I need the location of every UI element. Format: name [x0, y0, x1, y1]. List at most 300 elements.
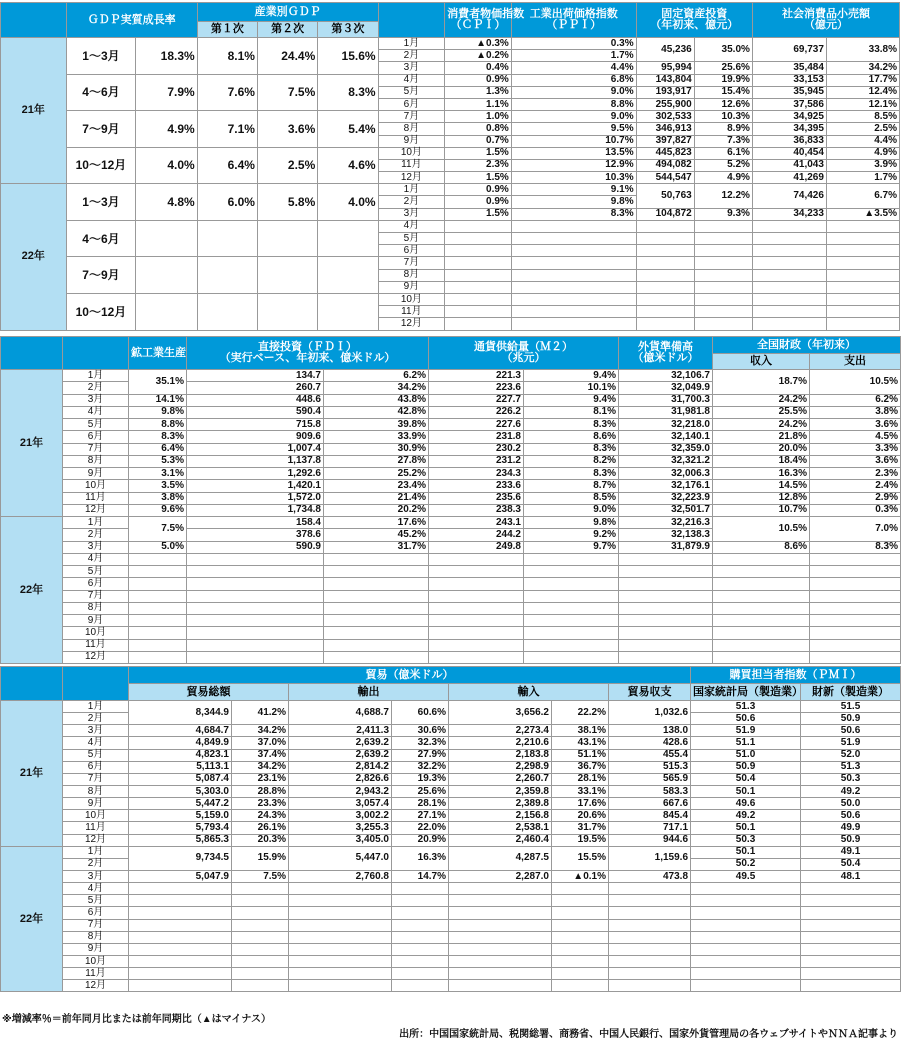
fx-value: 32,223.9: [619, 492, 713, 504]
month-label: 1月: [378, 184, 445, 196]
pmi-nbs-value: 49.2: [691, 810, 801, 822]
gdp-value: 3.6%: [257, 111, 317, 148]
m2-change: 8.3%: [524, 419, 619, 431]
m2-value: 221.3: [429, 370, 524, 382]
ppi-value: 9.0%: [511, 111, 636, 123]
data-cell: 193,917: [636, 86, 694, 98]
month-label: 7月: [63, 590, 129, 602]
data-cell: 19.9%: [694, 74, 752, 86]
gdp-value: 8.3%: [318, 74, 378, 111]
expenditure-value: 4.5%: [810, 431, 901, 443]
empty-cell: [392, 955, 449, 967]
empty-cell: [129, 566, 187, 578]
empty-cell: [289, 895, 392, 907]
trade-value: 22.2%: [552, 701, 609, 725]
empty-cell: [524, 590, 619, 602]
table-row: [1, 725, 901, 737]
trade-balance-header: 貿易収支: [609, 684, 691, 701]
m2-value: 243.1: [429, 517, 524, 529]
table-row: [1, 639, 901, 651]
empty-cell: [324, 627, 429, 639]
expenditure-header: 支出: [810, 354, 901, 370]
ppi-header: 工業出荷価格指数 （ＰＰＩ）: [511, 3, 636, 38]
retail-value: 69,737: [752, 38, 826, 62]
gdp-value: 7.9%: [136, 74, 197, 111]
month-label: 7月: [378, 111, 445, 123]
empty-cell: [429, 578, 524, 590]
month-label: 12月: [63, 834, 129, 846]
exports-header: 輸出: [289, 684, 449, 701]
empty-cell: [511, 293, 636, 305]
empty-cell: [324, 602, 429, 614]
empty-cell: [129, 955, 232, 967]
empty-cell: [636, 306, 694, 318]
empty-cell: [129, 578, 187, 590]
data-cell: 12.1%: [826, 98, 899, 110]
fx-value: 32,106.7: [619, 370, 713, 382]
fdi-value: 134.7: [187, 370, 324, 382]
ppi-value: 9.5%: [511, 123, 636, 135]
empty-cell: [636, 257, 694, 269]
pmi-caixin-value: 50.6: [801, 810, 901, 822]
table-row: [1, 907, 901, 919]
table-row: [1, 406, 901, 418]
data-cell: 143,804: [636, 74, 694, 86]
fdi-change: 25.2%: [324, 468, 429, 480]
trade-value: 3,405.0: [289, 834, 392, 846]
empty-cell: [691, 931, 801, 943]
month-label: 11月: [378, 306, 445, 318]
data-cell: 1.7%: [826, 172, 899, 184]
trade-value: 19.5%: [552, 834, 609, 846]
gdp-value: 4.8%: [136, 184, 197, 221]
gdp-value: 18.3%: [136, 38, 197, 75]
fx-value: 32,138.3: [619, 529, 713, 541]
cpi-value: 1.5%: [445, 208, 512, 220]
gdp-value: 4.0%: [136, 147, 197, 184]
expenditure-value: 2.3%: [810, 468, 901, 480]
pmi-caixin-value: 49.1: [801, 846, 901, 858]
empty-cell: [694, 269, 752, 281]
empty-cell: [129, 883, 232, 895]
trade-value: 23.1%: [232, 773, 289, 785]
empty-cell: [752, 306, 826, 318]
table-row: [1, 370, 901, 382]
trade-value: 2,826.6: [289, 773, 392, 785]
empty-cell: [826, 220, 899, 232]
month-label: 12月: [378, 318, 445, 330]
m2-change: 8.1%: [524, 406, 619, 418]
empty-cell: [429, 553, 524, 565]
fx-value: 31,700.3: [619, 394, 713, 406]
data-cell: 255,900: [636, 98, 694, 110]
gdp-value: 4.6%: [318, 147, 378, 184]
gdp-value: [257, 293, 317, 330]
data-cell: ▲3.5%: [826, 208, 899, 220]
month-label: 12月: [63, 651, 129, 663]
pmi-caixin-value: 50.3: [801, 773, 901, 785]
revenue-value: 24.2%: [713, 394, 810, 406]
gdp-value: 4.9%: [136, 111, 197, 148]
year-label: 21年: [1, 701, 63, 847]
empty-cell: [826, 233, 899, 245]
table-row: [1, 980, 901, 992]
month-label: 3月: [378, 62, 445, 74]
trade-value: 455.4: [609, 749, 691, 761]
ind-value: 35.1%: [129, 370, 187, 395]
empty-cell: [524, 639, 619, 651]
pmi-caixin-value: 50.9: [801, 713, 901, 725]
month-label: 2月: [378, 196, 445, 208]
economic-indicators-table-1: [0, 2, 900, 331]
empty-cell: [289, 907, 392, 919]
month-label: 12月: [63, 980, 129, 992]
month-label: 5月: [378, 233, 445, 245]
empty-cell: [289, 980, 392, 992]
empty-cell: [713, 615, 810, 627]
empty-cell: [445, 245, 512, 257]
ind-value: 9.6%: [129, 504, 187, 516]
m2-change: 9.8%: [524, 517, 619, 529]
data-cell: 3.9%: [826, 159, 899, 171]
table-row: [1, 504, 901, 516]
month-label: 9月: [63, 615, 129, 627]
retail-change: 6.7%: [826, 184, 899, 208]
data-cell: 4.9%: [694, 172, 752, 184]
table-row: [1, 615, 901, 627]
trade-value: 473.8: [609, 870, 691, 882]
revenue-value: 14.5%: [713, 480, 810, 492]
empty-cell: [449, 883, 552, 895]
empty-cell: [619, 578, 713, 590]
expenditure-value: 2.9%: [810, 492, 901, 504]
cpi-value: 1.1%: [445, 98, 512, 110]
empty-cell: [511, 257, 636, 269]
ind-value: 3.5%: [129, 480, 187, 492]
empty-cell: [187, 602, 324, 614]
month-label: 4月: [63, 883, 129, 895]
empty-cell: [609, 955, 691, 967]
fdi-change: 27.8%: [324, 455, 429, 467]
m2-change: 8.7%: [524, 480, 619, 492]
trade-value: 38.1%: [552, 725, 609, 737]
trade-value: 428.6: [609, 737, 691, 749]
fx-value: 32,049.9: [619, 382, 713, 394]
pmi-caixin-value: 50.0: [801, 798, 901, 810]
empty-cell: [445, 257, 512, 269]
empty-cell: [801, 931, 901, 943]
pmi-nbs-value: 51.1: [691, 737, 801, 749]
data-cell: 544,547: [636, 172, 694, 184]
gdp-value: 4.0%: [318, 184, 378, 221]
cpi-value: 0.9%: [445, 196, 512, 208]
pmi-caixin-value: 48.1: [801, 870, 901, 882]
trade-value: 37.4%: [232, 749, 289, 761]
trade-value: 2,538.1: [449, 822, 552, 834]
empty-cell: [810, 578, 901, 590]
empty-cell: [826, 281, 899, 293]
trade-value: 2,210.6: [449, 737, 552, 749]
month-label: 2月: [63, 382, 129, 394]
empty-cell: [429, 639, 524, 651]
empty-cell: [713, 602, 810, 614]
month-label: 11月: [63, 822, 129, 834]
trade-value: 25.6%: [392, 785, 449, 797]
trade-value: 944.6: [609, 834, 691, 846]
trade-value: 1,032.6: [609, 701, 691, 725]
month-label: 5月: [378, 86, 445, 98]
trade-value: 43.1%: [552, 737, 609, 749]
empty-cell: [619, 627, 713, 639]
fdi-value: 1,420.1: [187, 480, 324, 492]
fdi-value: 158.4: [187, 517, 324, 529]
ppi-value: 12.9%: [511, 159, 636, 171]
empty-cell: [129, 968, 232, 980]
trade-value: 51.1%: [552, 749, 609, 761]
trade-value: 2,411.3: [289, 725, 392, 737]
table-row: [1, 111, 900, 123]
trade-value: 32.3%: [392, 737, 449, 749]
table-row: [1, 38, 900, 50]
empty-cell: [129, 943, 232, 955]
gdp-value: [318, 257, 378, 294]
month-label: 4月: [63, 553, 129, 565]
ind-value: 5.3%: [129, 455, 187, 467]
empty-cell: [429, 602, 524, 614]
gdp-value: 24.4%: [257, 38, 317, 75]
m2-change: 10.1%: [524, 382, 619, 394]
pmi-nbs-value: 51.3: [691, 701, 801, 713]
industry-gdp-header: 産業別ＧＤＰ: [197, 3, 378, 22]
month-label: 10月: [378, 293, 445, 305]
total-trade-header: 貿易総額: [129, 684, 289, 701]
table-row: [1, 541, 901, 553]
table-row: [1, 492, 901, 504]
table-row: [1, 590, 901, 602]
month-label: 6月: [63, 431, 129, 443]
data-cell: 5.2%: [694, 159, 752, 171]
month-label: 12月: [63, 504, 129, 516]
expenditure-value: 2.4%: [810, 480, 901, 492]
trade-value: 565.9: [609, 773, 691, 785]
trade-value: 37.0%: [232, 737, 289, 749]
empty-cell: [187, 553, 324, 565]
empty-cell: [801, 955, 901, 967]
footnote: ※増減率％＝前年同月比または前年同期比（▲はマイナス）: [2, 1014, 272, 1025]
pmi-caixin-value: 51.9: [801, 737, 901, 749]
empty-cell: [129, 639, 187, 651]
empty-cell: [713, 578, 810, 590]
ind-value: 3.1%: [129, 468, 187, 480]
empty-cell: [801, 980, 901, 992]
quarter-label: 10～12月: [66, 147, 136, 184]
empty-cell: [713, 590, 810, 602]
primary-header: 第１次: [197, 22, 257, 38]
empty-cell: [429, 590, 524, 602]
fdi-value: 715.8: [187, 419, 324, 431]
month-label: 7月: [63, 773, 129, 785]
year-label: 22年: [1, 184, 67, 330]
cpi-header: 消費者物価指数 （ＣＰＩ）: [445, 3, 512, 38]
expenditure-value: 0.3%: [810, 504, 901, 516]
empty-cell: [324, 590, 429, 602]
empty-cell: [187, 590, 324, 602]
empty-cell: [289, 955, 392, 967]
expenditure-value: 10.5%: [810, 370, 901, 395]
trade-value: 2,298.9: [449, 761, 552, 773]
pmi-caixin-value: 49.2: [801, 785, 901, 797]
empty-cell: [511, 306, 636, 318]
empty-cell: [524, 627, 619, 639]
pmi-caixin-value: 50.6: [801, 725, 901, 737]
table-row: [1, 455, 901, 467]
ppi-value: 10.3%: [511, 172, 636, 184]
table-row: [1, 798, 901, 810]
month-label: 10月: [63, 627, 129, 639]
empty-cell: [289, 943, 392, 955]
empty-cell: [429, 651, 524, 663]
data-cell: 7.3%: [694, 135, 752, 147]
empty-cell: [449, 943, 552, 955]
empty-cell: [232, 895, 289, 907]
data-cell: 346,913: [636, 123, 694, 135]
fdi-change: 23.4%: [324, 480, 429, 492]
fai-value: 50,763: [636, 184, 694, 208]
empty-cell: [826, 257, 899, 269]
empty-cell: [636, 318, 694, 330]
ind-value: 8.8%: [129, 419, 187, 431]
empty-cell: [752, 293, 826, 305]
ind-value: 6.4%: [129, 443, 187, 455]
fx-value: 32,501.7: [619, 504, 713, 516]
ppi-value: 10.7%: [511, 135, 636, 147]
empty-cell: [129, 980, 232, 992]
month-label: 11月: [63, 492, 129, 504]
pmi-nbs-value: 50.9: [691, 761, 801, 773]
empty-cell: [129, 651, 187, 663]
table-row: [1, 846, 901, 858]
pmi-caixin-value: 50.4: [801, 858, 901, 870]
fdi-change: 45.2%: [324, 529, 429, 541]
fdi-change: 31.7%: [324, 541, 429, 553]
trade-value: 2,156.8: [449, 810, 552, 822]
empty-cell: [187, 615, 324, 627]
table-row: [1, 419, 901, 431]
ind-value: 7.5%: [129, 517, 187, 542]
ppi-value: 0.3%: [511, 38, 636, 50]
data-cell: 34,233: [752, 208, 826, 220]
fdi-change: 42.8%: [324, 406, 429, 418]
empty-cell: [609, 883, 691, 895]
empty-cell: [694, 220, 752, 232]
empty-cell: [449, 968, 552, 980]
quarter-label: 7～9月: [66, 257, 136, 294]
table-row: [1, 553, 901, 565]
empty-cell: [801, 943, 901, 955]
table-row: [1, 943, 901, 955]
empty-cell: [636, 269, 694, 281]
m2-change: 8.5%: [524, 492, 619, 504]
empty-cell: [449, 907, 552, 919]
month-label: 7月: [63, 443, 129, 455]
trade-value: 4,823.1: [129, 749, 232, 761]
empty-cell: [609, 980, 691, 992]
data-cell: 12.6%: [694, 98, 752, 110]
table-row: [1, 834, 901, 846]
revenue-value: 8.6%: [713, 541, 810, 553]
table-row: [1, 517, 901, 529]
trade-value: 34.2%: [232, 761, 289, 773]
ppi-value: 13.5%: [511, 147, 636, 159]
economic-indicators-table-3: [0, 666, 901, 992]
empty-cell: [129, 931, 232, 943]
m2-change: 8.3%: [524, 443, 619, 455]
ppi-value: 6.8%: [511, 74, 636, 86]
month-label: 7月: [378, 257, 445, 269]
empty-cell: [449, 895, 552, 907]
cpi-value: ▲0.2%: [445, 50, 512, 62]
table-row: [1, 480, 901, 492]
trade-value: 7.5%: [232, 870, 289, 882]
cpi-value: 2.3%: [445, 159, 512, 171]
trade-value: 5,087.4: [129, 773, 232, 785]
trade-value: 2,287.0: [449, 870, 552, 882]
month-label: 5月: [63, 895, 129, 907]
pmi-nbs-value: 49.6: [691, 798, 801, 810]
trade-value: 14.7%: [392, 870, 449, 882]
trade-value: 4,684.7: [129, 725, 232, 737]
table-row: [1, 785, 901, 797]
trade-value: 19.3%: [392, 773, 449, 785]
trade-value: 22.0%: [392, 822, 449, 834]
table-row: [1, 701, 901, 713]
fdi-value: 448.6: [187, 394, 324, 406]
fx-value: 32,176.1: [619, 480, 713, 492]
data-cell: 15.4%: [694, 86, 752, 98]
ppi-value: 8.3%: [511, 208, 636, 220]
m2-value: 233.6: [429, 480, 524, 492]
ppi-value: 9.0%: [511, 86, 636, 98]
empty-cell: [232, 943, 289, 955]
fdi-change: 33.9%: [324, 431, 429, 443]
table-row: [1, 773, 901, 785]
quarter-label: 1～3月: [66, 38, 136, 75]
gdp-value: [136, 257, 197, 294]
empty-cell: [636, 220, 694, 232]
data-cell: 34,925: [752, 111, 826, 123]
empty-cell: [129, 615, 187, 627]
month-label: 6月: [63, 761, 129, 773]
empty-cell: [713, 651, 810, 663]
fx-value: 32,359.0: [619, 443, 713, 455]
cpi-value: 0.4%: [445, 62, 512, 74]
ind-value: 3.8%: [129, 492, 187, 504]
empty-cell: [694, 281, 752, 293]
gdp-value: [136, 220, 197, 257]
table-row: [1, 955, 901, 967]
empty-cell: [691, 883, 801, 895]
empty-cell: [232, 968, 289, 980]
empty-cell: [552, 883, 609, 895]
empty-cell: [691, 907, 801, 919]
cpi-value: 1.3%: [445, 86, 512, 98]
fdi-value: 590.4: [187, 406, 324, 418]
pmi-caixin-value: 49.9: [801, 822, 901, 834]
month-label: 12月: [378, 172, 445, 184]
empty-cell: [511, 269, 636, 281]
expenditure-value: 7.0%: [810, 517, 901, 542]
month-label: 8月: [63, 455, 129, 467]
